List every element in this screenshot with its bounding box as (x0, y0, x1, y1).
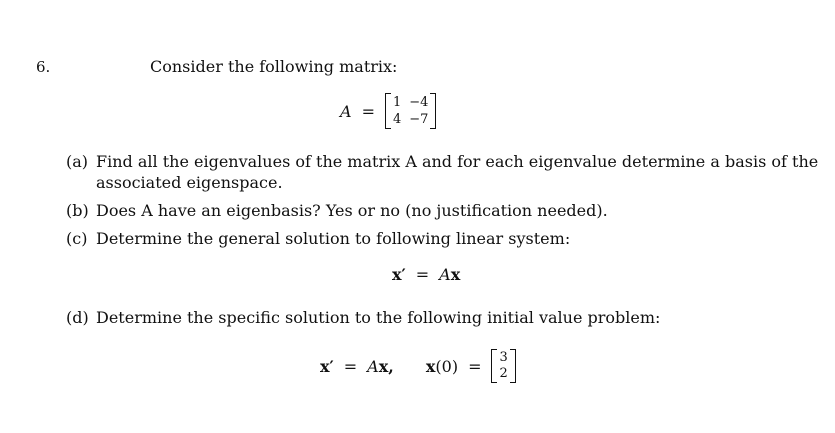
part-b (66, 200, 608, 222)
vector-x: x, (378, 356, 394, 376)
rhs (439, 265, 460, 284)
part-d (66, 307, 660, 329)
initial-value-equation (320, 344, 516, 388)
time-arg: (0) (435, 356, 459, 376)
vector-x: x (425, 356, 436, 376)
equals-sign: = (343, 356, 358, 376)
equals-sign: = (361, 101, 375, 121)
part-a (66, 151, 818, 173)
right-bracket (510, 349, 516, 383)
part-text: Does A have an eigenbasis? Yes or no (no justification needed). (96, 201, 608, 220)
matrix-cell: −4 (409, 95, 429, 110)
question-intro: Consider the following matrix: (150, 57, 398, 76)
matrix-cell: 4 (392, 112, 402, 127)
matrix-cells (391, 93, 430, 129)
vector-x: x (450, 265, 461, 284)
part-label: (a) (66, 152, 89, 171)
matrix-symbol: A (367, 356, 379, 376)
part-text: Determine the general solution to following linear system: (96, 229, 571, 248)
matrix-cell: 1 (392, 95, 402, 110)
equals-sign: = (468, 356, 482, 376)
part-c (66, 228, 570, 250)
part-label: (d) (66, 308, 89, 327)
equals-sign: = (415, 265, 430, 284)
initial-vector (491, 349, 515, 383)
part-text: Find all the eigenvalues of the matrix A and for each eigenvalue determine a basis of the (96, 152, 819, 171)
matrix-a (385, 93, 436, 129)
part-a-continuation: associated eigenspace. (96, 173, 283, 192)
rhs (367, 357, 394, 376)
initial-condition-lhs (426, 357, 458, 376)
vector-cells (497, 349, 509, 383)
vector-cell: 3 (499, 350, 508, 365)
part-label: (c) (66, 229, 88, 248)
vector-cell: 2 (499, 366, 508, 381)
matrix-name: A (340, 101, 352, 121)
matrix-symbol: A (439, 265, 451, 284)
question-number: 6. (36, 58, 51, 76)
system-equation (392, 265, 460, 284)
right-bracket (430, 93, 436, 129)
part-text: Determine the specific solution to the following initial value problem: (96, 308, 661, 327)
part-label: (b) (66, 201, 89, 220)
matrix-cell: −7 (409, 112, 429, 127)
x-prime: x′ (320, 356, 334, 376)
x-prime: x′ (392, 265, 406, 284)
matrix-equation (340, 88, 436, 134)
